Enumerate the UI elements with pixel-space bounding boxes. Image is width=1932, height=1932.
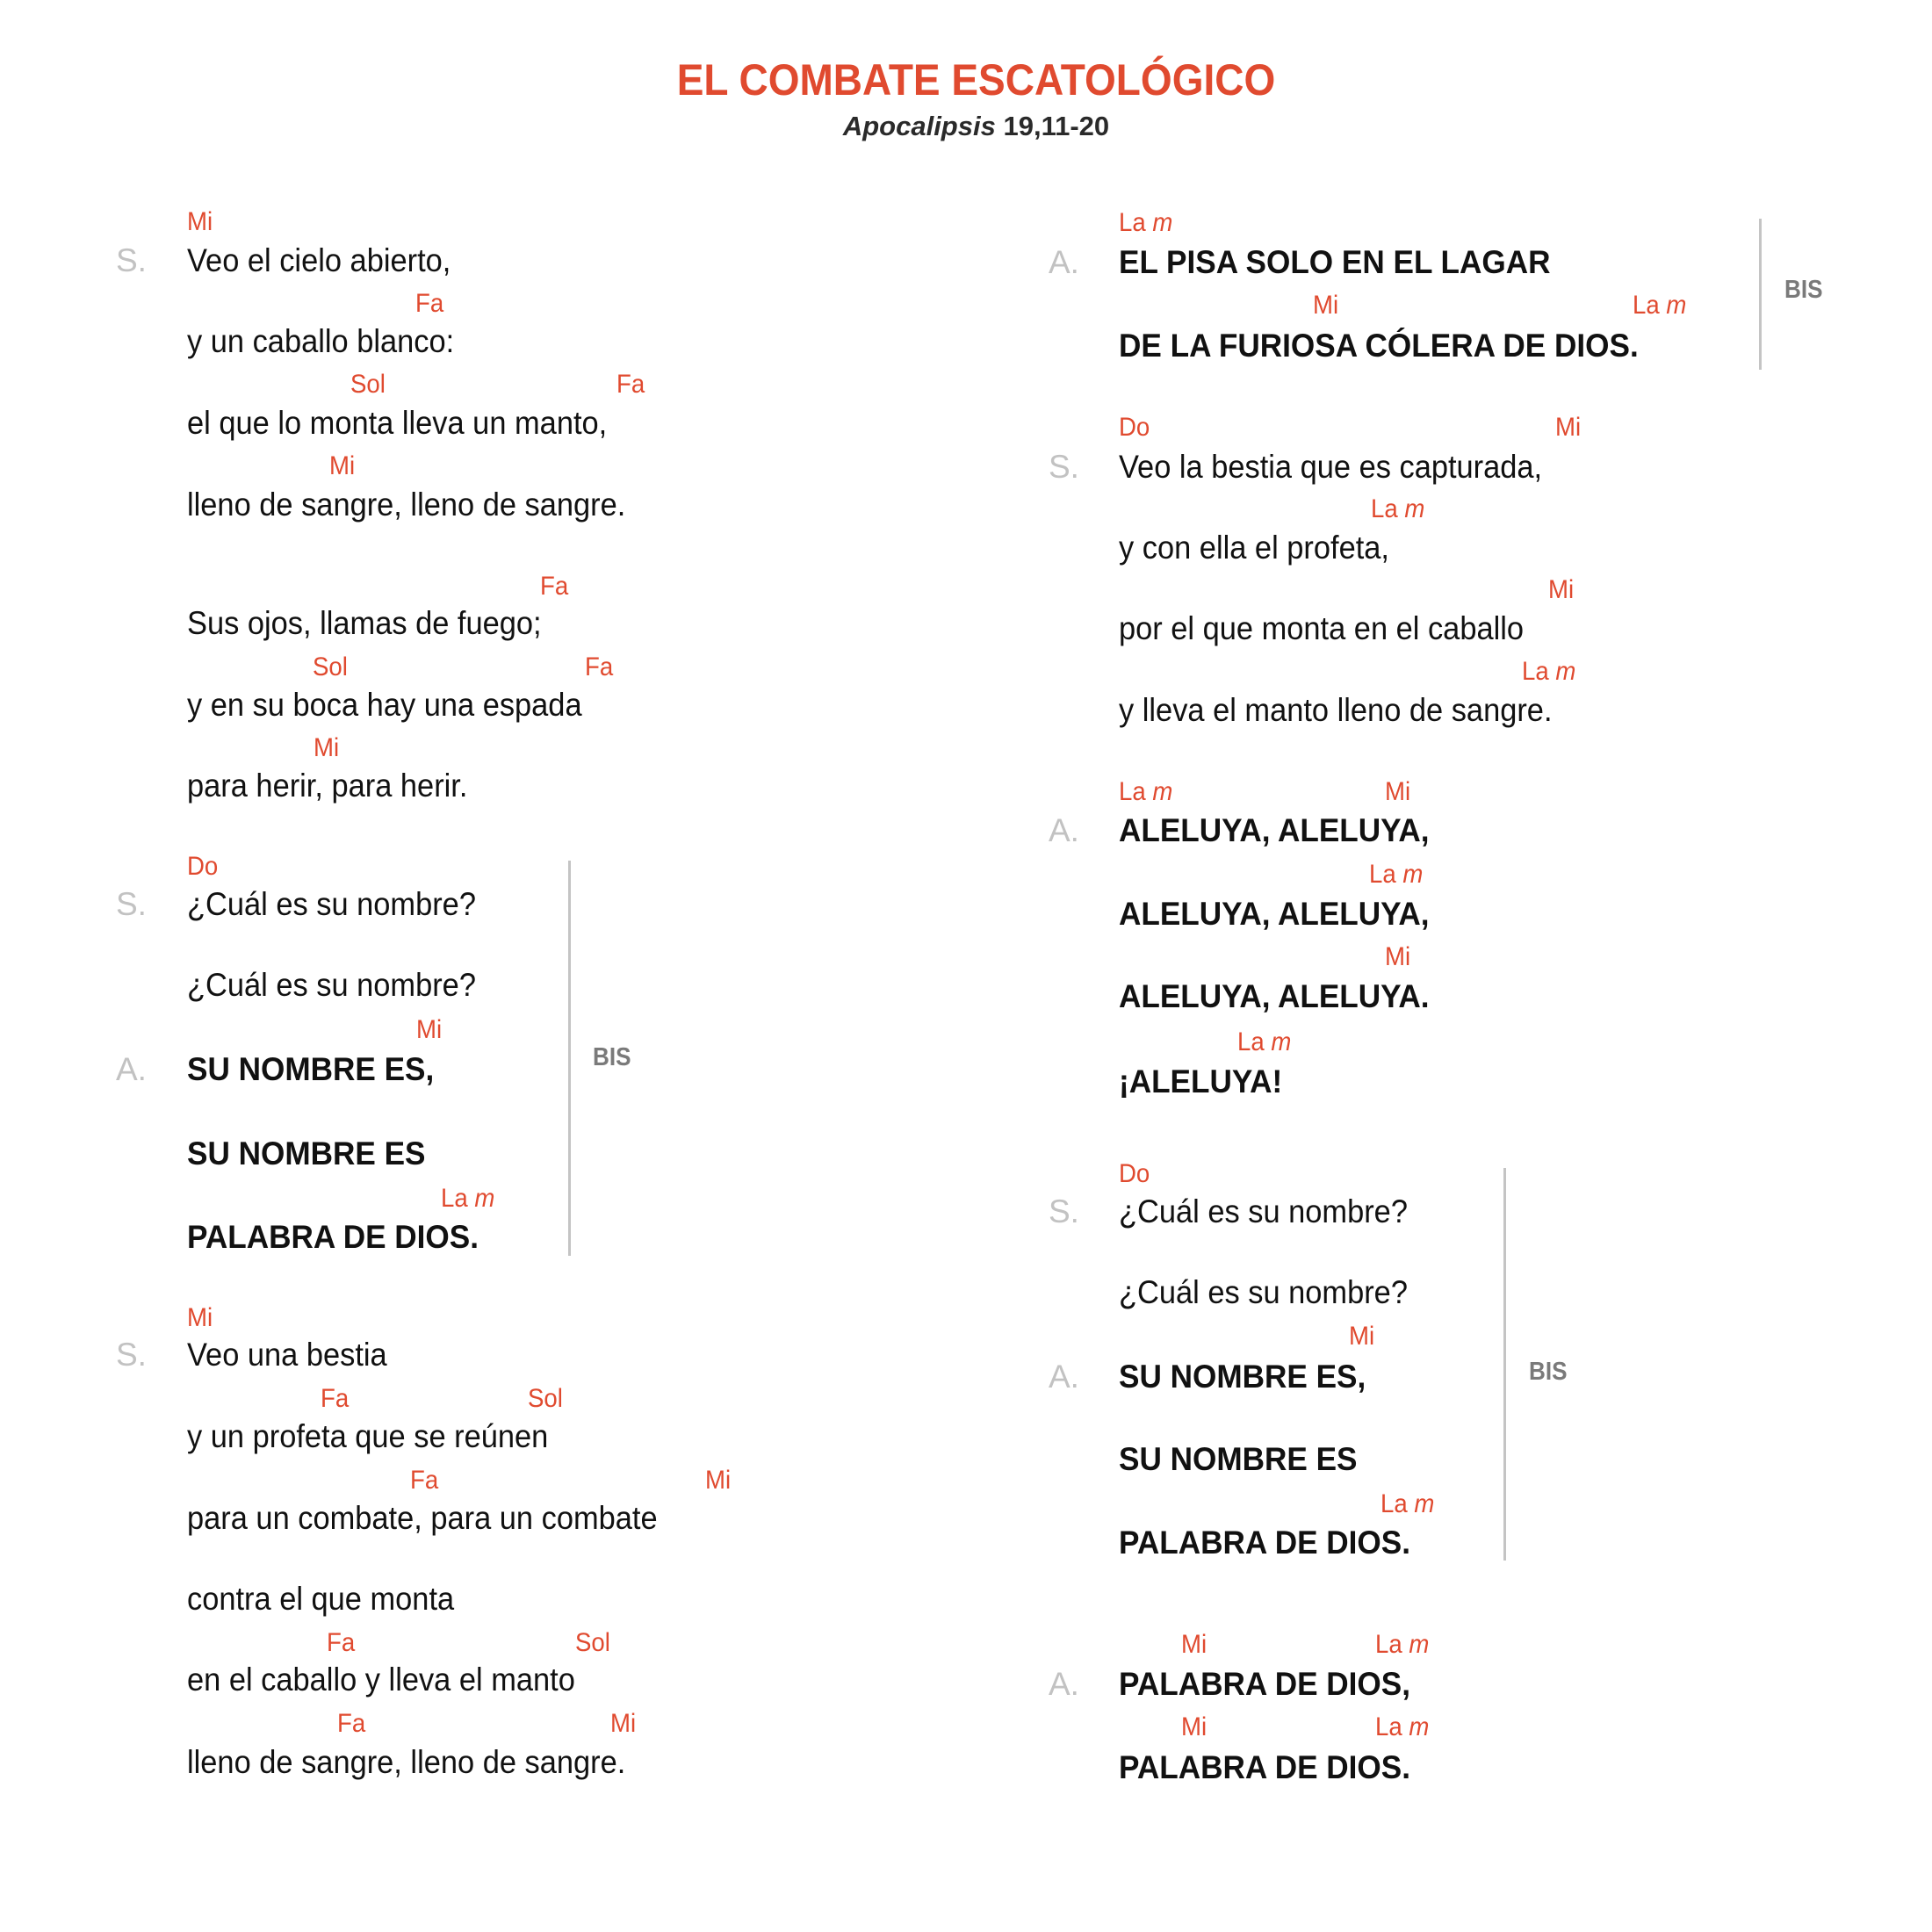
book-name: Apocalipsis bbox=[842, 111, 996, 141]
lyric-line: Veo una bestia bbox=[187, 1337, 387, 1373]
chord: Mi bbox=[1555, 413, 1582, 442]
chord: La m bbox=[1119, 208, 1173, 237]
role-label-soloist: S. bbox=[116, 1337, 147, 1373]
chord: Fa bbox=[585, 652, 614, 681]
chord: La m bbox=[1237, 1027, 1292, 1056]
lyric-line: y un profeta que se reúnen bbox=[187, 1418, 549, 1454]
chord: Mi bbox=[187, 207, 213, 236]
chord: Sol bbox=[528, 1384, 563, 1413]
chord: La m bbox=[1633, 291, 1687, 320]
lyric-line: ¿Cuál es su nombre? bbox=[187, 967, 476, 1003]
chord: Mi bbox=[1313, 291, 1339, 320]
chord: La m bbox=[1119, 777, 1173, 806]
role-label-soloist: S. bbox=[116, 886, 147, 922]
lyric-line-assembly: ALELUYA, ALELUYA. bbox=[1119, 978, 1430, 1014]
chord: Do bbox=[187, 852, 219, 881]
lyric-line: Sus ojos, llamas de fuego; bbox=[187, 605, 542, 641]
chord: Mi bbox=[1181, 1630, 1208, 1659]
chord: Sol bbox=[313, 652, 348, 681]
lyric-line: ¿Cuál es su nombre? bbox=[1119, 1274, 1408, 1310]
bis-label: BIS bbox=[1529, 1358, 1568, 1386]
chord: La m bbox=[1371, 494, 1425, 523]
lyric-line-assembly: PALABRA DE DIOS, bbox=[1119, 1666, 1410, 1702]
lyric-line-assembly: PALABRA DE DIOS. bbox=[187, 1219, 479, 1255]
chord: Mi bbox=[705, 1466, 732, 1495]
chord: Fa bbox=[321, 1384, 350, 1413]
chord: Mi bbox=[314, 733, 340, 762]
role-label-soloist: S. bbox=[1049, 449, 1079, 485]
lyric-line-assembly: SU NOMBRE ES bbox=[1119, 1441, 1358, 1477]
chord: Sol bbox=[350, 370, 386, 399]
lyric-line-assembly: SU NOMBRE ES, bbox=[1119, 1359, 1366, 1395]
chord: Fa bbox=[415, 289, 444, 318]
repeat-bracket bbox=[1759, 219, 1762, 370]
lyric-line: ¿Cuál es su nombre? bbox=[187, 886, 476, 922]
role-label-assembly: A. bbox=[1049, 1359, 1079, 1395]
lyric-line: para un combate, para un combate bbox=[187, 1500, 658, 1536]
chord: Mi bbox=[1385, 942, 1411, 971]
bis-label: BIS bbox=[593, 1043, 631, 1071]
chord: Mi bbox=[610, 1709, 637, 1738]
lyric-line: lleno de sangre, lleno de sangre. bbox=[187, 487, 626, 523]
lyric-line: ¿Cuál es su nombre? bbox=[1119, 1193, 1408, 1229]
lyric-line-assembly: ALELUYA, ALELUYA, bbox=[1119, 896, 1430, 932]
repeat-bracket bbox=[568, 861, 571, 1256]
lyric-line: Veo la bestia que es capturada, bbox=[1119, 449, 1543, 485]
chord: Mi bbox=[329, 451, 356, 480]
role-label-soloist: S. bbox=[116, 242, 147, 278]
role-label-soloist: S. bbox=[1049, 1193, 1079, 1229]
lyric-line-assembly: SU NOMBRE ES bbox=[187, 1135, 426, 1171]
chord: La m bbox=[1375, 1712, 1430, 1741]
chord: Mi bbox=[1385, 777, 1411, 806]
role-label-assembly: A. bbox=[1049, 1666, 1079, 1702]
chord: Sol bbox=[575, 1628, 610, 1657]
chord: La m bbox=[1522, 657, 1576, 686]
lyric-line-assembly: DE LA FURIOSA CÓLERA DE DIOS. bbox=[1119, 328, 1639, 364]
scripture-reference bbox=[0, 111, 1932, 142]
chord: Mi bbox=[1349, 1322, 1375, 1351]
lyric-line: Veo el cielo abierto, bbox=[187, 242, 451, 278]
chord: Do bbox=[1119, 413, 1150, 442]
lyric-line: y con ella el profeta, bbox=[1119, 530, 1389, 566]
lyric-line-assembly: SU NOMBRE ES, bbox=[187, 1051, 435, 1087]
chord: Mi bbox=[416, 1015, 443, 1044]
chord: Fa bbox=[616, 370, 645, 399]
chord: Fa bbox=[410, 1466, 439, 1495]
lyric-line: contra el que monta bbox=[187, 1581, 455, 1617]
role-label-assembly: A. bbox=[1049, 812, 1079, 848]
chord: La m bbox=[1375, 1630, 1430, 1659]
chord: La m bbox=[1381, 1489, 1435, 1518]
role-label-assembly: A. bbox=[116, 1051, 147, 1087]
lyric-line: lleno de sangre, lleno de sangre. bbox=[187, 1744, 626, 1780]
lyric-line-assembly: ALELUYA, ALELUYA, bbox=[1119, 812, 1430, 848]
chord: Fa bbox=[540, 572, 569, 601]
chord: Mi bbox=[187, 1303, 213, 1332]
chord: Do bbox=[1119, 1159, 1150, 1188]
chord: La m bbox=[441, 1184, 495, 1213]
chord: Mi bbox=[1181, 1712, 1208, 1741]
chord: Mi bbox=[1548, 575, 1575, 604]
lyric-line: por el que monta en el caballo bbox=[1119, 610, 1525, 646]
lyric-line: y en su boca hay una espada bbox=[187, 687, 582, 723]
lyric-line-assembly: ¡ALELUYA! bbox=[1119, 1063, 1283, 1099]
lyric-line: el que lo monta lleva un manto, bbox=[187, 405, 608, 441]
repeat-bracket bbox=[1503, 1168, 1506, 1561]
lyric-line-assembly: PALABRA DE DIOS. bbox=[1119, 1749, 1410, 1785]
lyric-line: para herir, para herir. bbox=[187, 768, 468, 804]
lyric-line: en el caballo y lleva el manto bbox=[187, 1662, 575, 1698]
lyric-line-assembly: EL PISA SOLO EN EL LAGAR bbox=[1119, 244, 1551, 280]
lyric-line: y un caballo blanco: bbox=[187, 323, 455, 359]
lyric-line-assembly: PALABRA DE DIOS. bbox=[1119, 1525, 1410, 1561]
lyric-line: y lleva el manto lleno de sangre. bbox=[1119, 692, 1553, 728]
song-title: EL COMBATE ESCATOLÓGICO bbox=[676, 55, 1276, 105]
chord: Fa bbox=[337, 1709, 366, 1738]
bis-label: BIS bbox=[1784, 276, 1823, 304]
role-label-assembly: A. bbox=[1049, 244, 1079, 280]
chapter-verse: 19,11-20 bbox=[1003, 111, 1110, 141]
chord: Fa bbox=[327, 1628, 356, 1657]
chord: La m bbox=[1369, 860, 1424, 889]
